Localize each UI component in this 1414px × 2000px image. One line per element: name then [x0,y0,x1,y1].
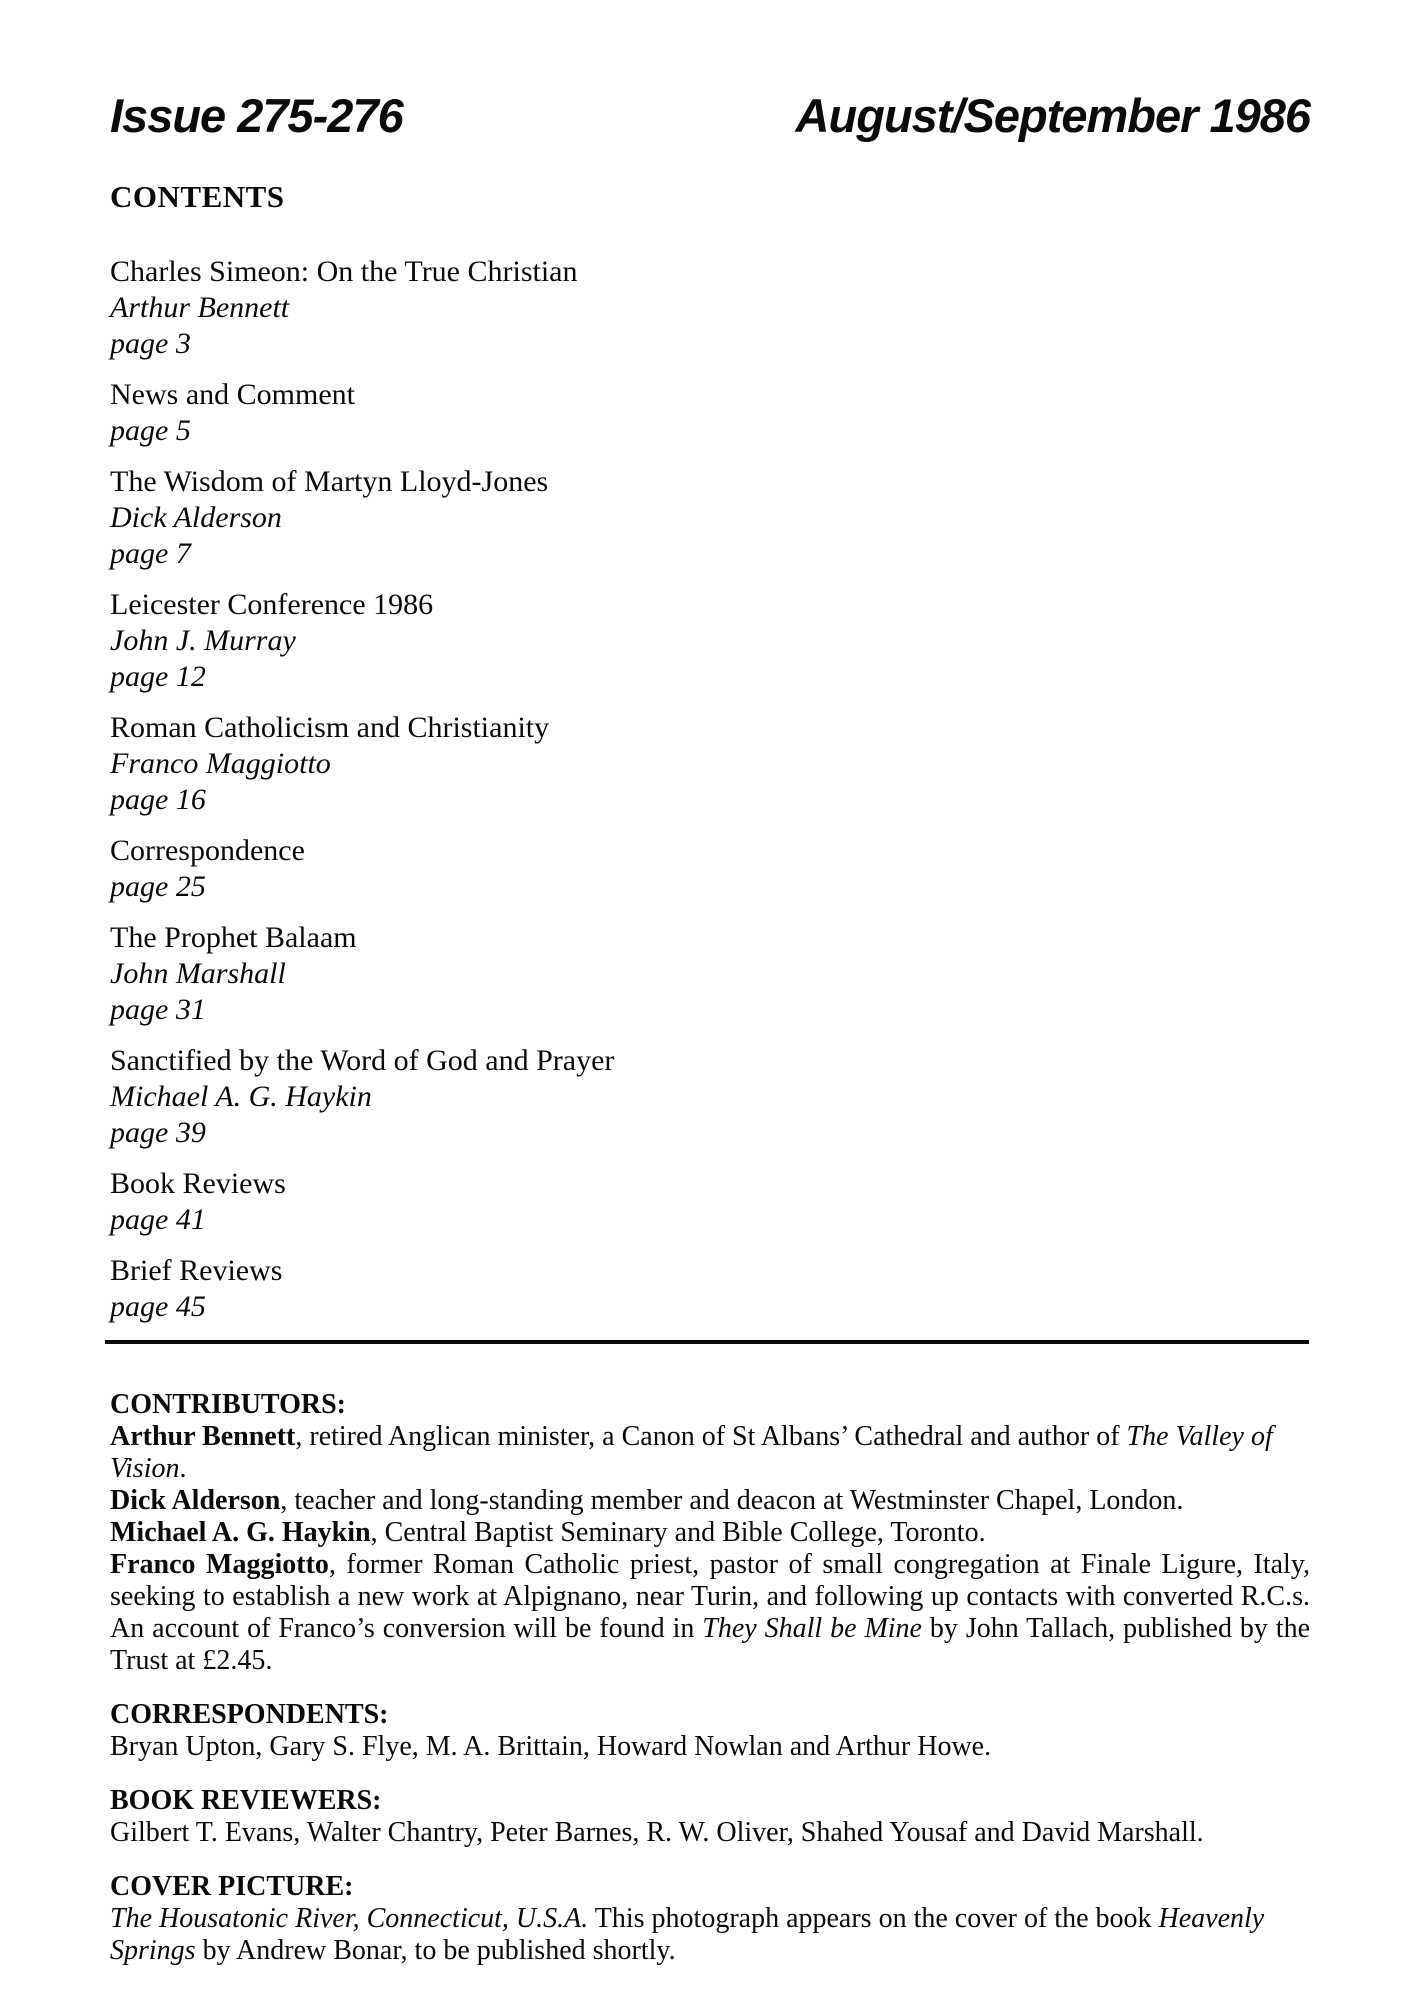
contributor-text: by John Tallach, published by the Trust at £2.45. [110,1612,1310,1676]
toc-entry [110,833,1310,905]
contributor-line [110,1421,1310,1485]
toc-entry-page: page 12 [110,659,206,693]
correspondents-heading: CORRESPONDENTS: [110,1698,389,1730]
book-reviewers-heading: BOOK REVIEWERS: [110,1784,382,1816]
toc-entry-page: page 7 [110,536,191,570]
toc-entry-author: Michael A. G. Haykin [110,1079,372,1113]
contributor-text: , teacher and long-standing member and deacon at Westminster Chapel, London. [280,1484,1184,1516]
toc-entry-page: page 16 [110,782,206,816]
contributor-text: . [179,1452,187,1484]
toc-entry-page: page 3 [110,326,191,360]
toc-entry-author: Franco Maggiotto [110,746,331,780]
toc-entry-author: Dick Alderson [110,500,282,534]
cover-picture-caption [110,1903,1310,1967]
contributor-line [110,1485,1310,1517]
cover-picture-text: This photograph appears on the cover of the book [588,1902,1159,1934]
toc-entry [110,464,1310,572]
contents-heading: CONTENTS [110,178,285,214]
contributor-name: Arthur Bennett [110,1420,296,1452]
toc-entry-page: page 5 [110,413,191,447]
contributor-name: Dick Alderson [110,1484,281,1516]
cover-picture-heading: COVER PICTURE: [110,1870,354,1902]
contributor-text: , retired Anglican minister, a Canon of St Albans’ Cathedral and author of [295,1420,1127,1452]
toc-entry [110,710,1310,818]
toc-entry-title: Roman Catholicism and Christianity [110,710,550,744]
toc-entry-title: Sanctified by the Word of God and Prayer [110,1043,615,1077]
toc-entry-title: News and Comment [110,377,355,411]
cover-picture-title: The Housatonic River, Connecticut, U.S.A. [110,1902,589,1934]
table-of-contents [110,254,1310,1325]
issue-date: August/September 1986 [795,89,1310,142]
contributor-name: Michael A. G. Haykin [110,1516,371,1548]
toc-entry-title: Brief Reviews [110,1253,283,1287]
toc-entry-title: Leicester Conference 1986 [110,587,434,621]
book-title: The Valley of Vision [110,1420,1273,1484]
correspondents-section [110,1699,1310,1763]
toc-entry-title: Charles Simeon: On the True Christian [110,254,578,288]
toc-entry-title: Book Reviews [110,1166,286,1200]
contributor-text: , former Roman Catholic priest, pastor of small congregation at Finale Ligure, Italy, seeking to establish a new work at Alpignano, near Turin, and following up contacts with converted R.C.s. An account of Franco’s conversion will be found in [110,1548,1311,1644]
toc-entry-page: page 41 [110,1202,206,1236]
contributor-name: Franco Maggiotto [110,1548,329,1580]
toc-entry [110,587,1310,695]
toc-entry-author: Arthur Bennett [110,290,290,324]
book-reviewers-section [110,1785,1310,1849]
divider-rule [105,1340,1309,1344]
contributor-line [110,1549,1310,1677]
toc-entry [110,1166,1310,1238]
toc-entry [110,377,1310,449]
cover-picture-section [110,1871,1310,1967]
toc-entry [110,1253,1310,1325]
toc-entry-title: The Prophet Balaam [110,920,357,954]
toc-entry-page: page 25 [110,869,206,903]
contributor-text: , Central Baptist Seminary and Bible College, Toronto. [370,1516,986,1548]
contributor-line [110,1517,1310,1549]
book-title: They Shall be Mine [702,1612,922,1644]
book-title: Heavenly Springs [110,1902,1265,1966]
toc-entry-title: The Wisdom of Martyn Lloyd-Jones [110,464,549,498]
correspondents-names: Bryan Upton, Gary S. Flye, M. A. Brittain, Howard Nowlan and Arthur Howe. [110,1730,992,1762]
issue-number: Issue 275-276 [110,89,403,142]
toc-entry [110,254,1310,362]
contributors-section [110,1389,1310,1677]
toc-entry-title: Correspondence [110,833,305,867]
toc-entry-author: John J. Murray [110,623,296,657]
toc-entry-page: page 45 [110,1289,206,1323]
toc-entry [110,920,1310,1028]
toc-entry [110,1043,1310,1151]
toc-entry-author: John Marshall [110,956,286,990]
cover-picture-text: by Andrew Bonar, to be published shortly. [195,1934,676,1966]
toc-entry-page: page 31 [110,992,206,1026]
toc-entry-page: page 39 [110,1115,206,1149]
book-reviewers-names: Gilbert T. Evans, Walter Chantry, Peter Barnes, R. W. Oliver, Shahed Yousaf and David Marshall. [110,1816,1204,1848]
contributors-heading: CONTRIBUTORS: [110,1388,346,1420]
page-header [110,90,1310,142]
